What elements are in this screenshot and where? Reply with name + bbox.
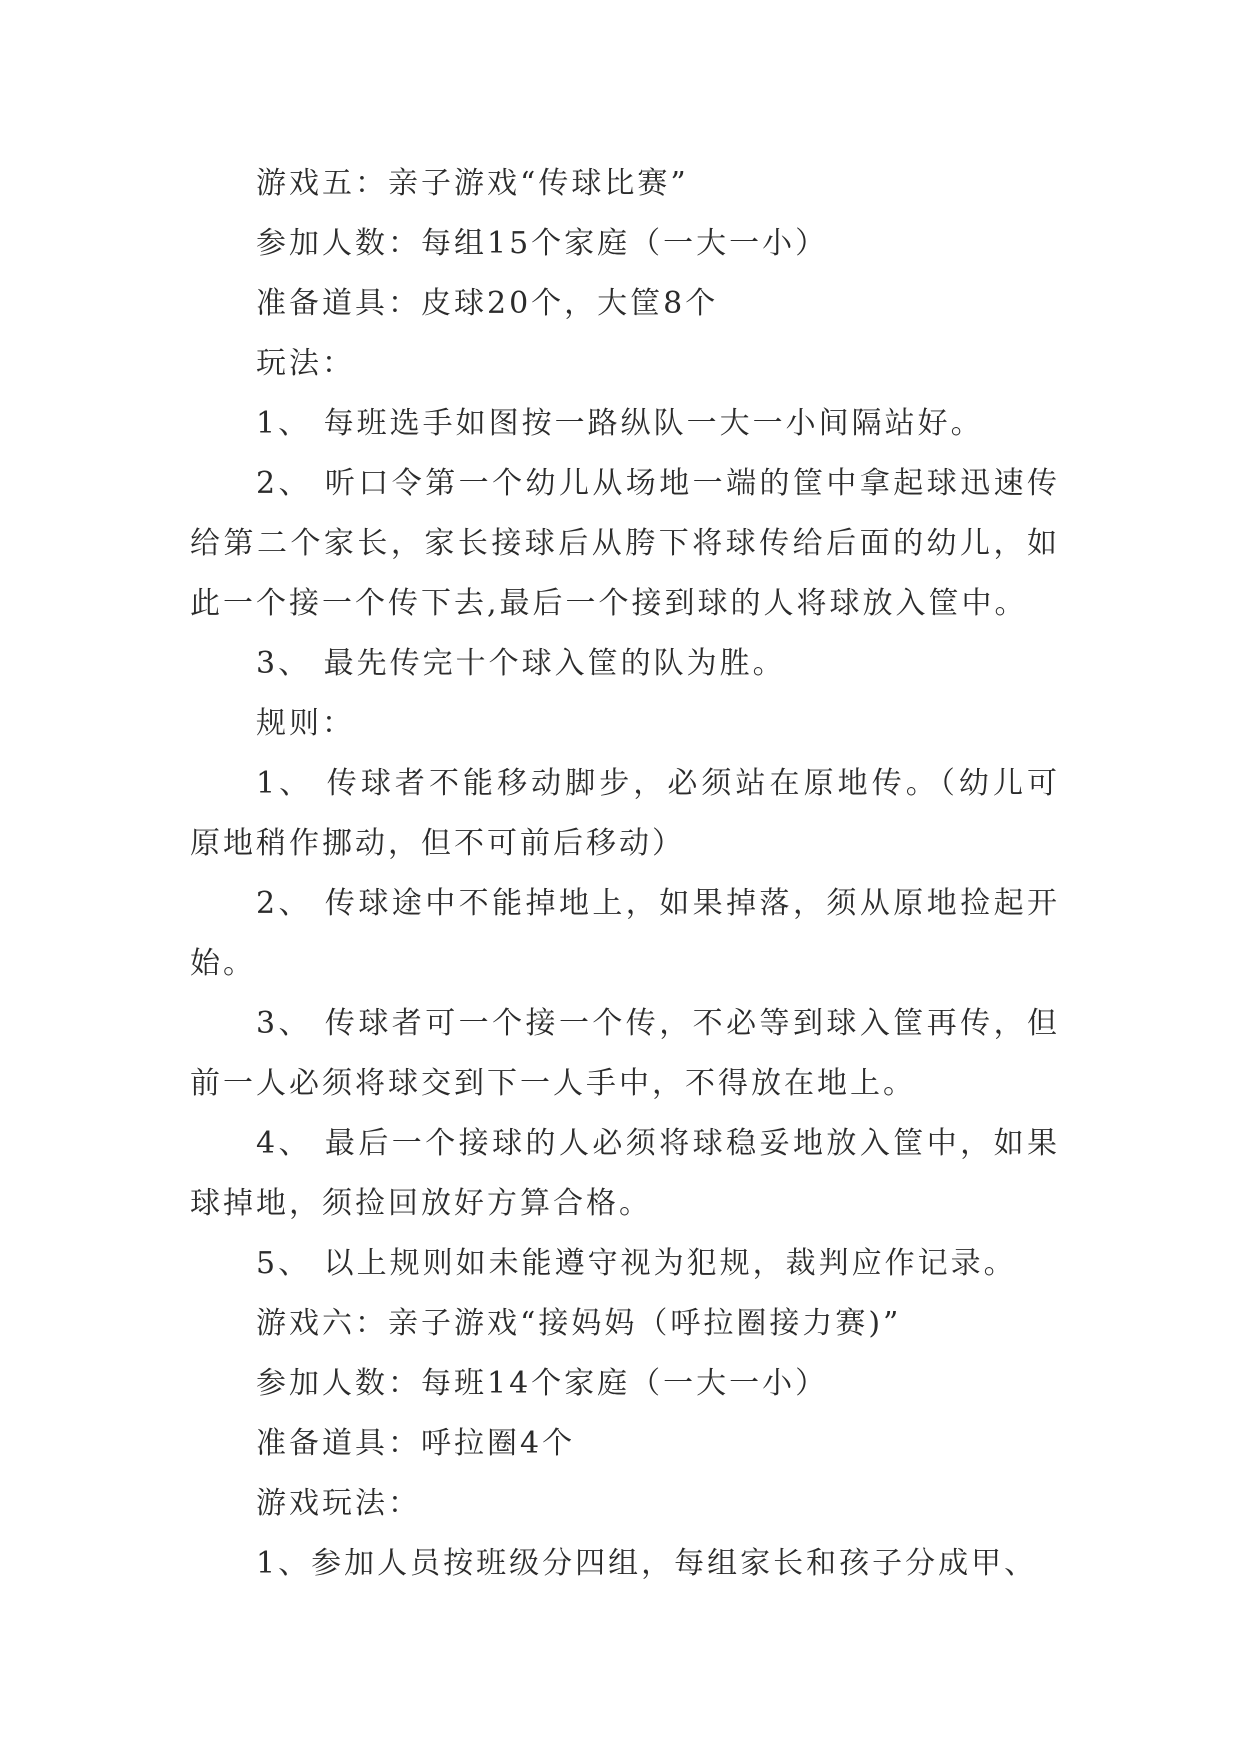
game5-rule-3: 3、 传球者可一个接一个传，不必等到球入筐再传，但前一人必须将球交到下一人手中，不得放在地上。 bbox=[190, 1006, 1060, 1101]
game6-participants: 参加人数：每班14个家庭（一大一小） bbox=[256, 1366, 829, 1401]
game5-method-step-1: 1、 每班选手如图按一路纵队一大一小间隔站好。 bbox=[256, 406, 984, 441]
game5-title: 游戏五：亲子游戏“传球比赛” bbox=[256, 166, 689, 201]
game5-props: 准备道具：皮球20个，大筐8个 bbox=[256, 286, 719, 321]
game5-rule-1: 1、 传球者不能移动脚步，必须站在原地传。（幼儿可原地稍作挪动，但不可前后移动） bbox=[190, 766, 1060, 861]
game5-rule-4: 4、 最后一个接球的人必须将球稳妥地放入筐中，如果球掉地，须捡回放好方算合格。 bbox=[190, 1126, 1060, 1221]
game5-participants: 参加人数：每组15个家庭（一大一小） bbox=[256, 226, 829, 261]
game6-props: 准备道具：呼拉圈4个 bbox=[256, 1426, 576, 1461]
game5-rule-2: 2、 传球途中不能掉地上，如果掉落，须从原地捡起开始。 bbox=[190, 886, 1060, 981]
game5-method-heading: 玩法： bbox=[256, 346, 355, 381]
document-body bbox=[190, 154, 1060, 1594]
game6-title: 游戏六：亲子游戏“接妈妈（呼拉圈接力赛)” bbox=[256, 1306, 902, 1341]
game6-method-heading: 游戏玩法： bbox=[256, 1486, 421, 1521]
game6-method-step-1: 1、参加人员按班级分四组，每组家长和孩子分成甲、 bbox=[256, 1546, 1038, 1581]
game5-method-step-2: 2、 听口令第一个幼儿从场地一端的筐中拿起球迅速传给第二个家长，家长接球后从胯下将球传给后面的幼儿，如此一个接一个传下去,最后一个接到球的人将球放入筐中。 bbox=[190, 466, 1060, 621]
game5-method-step-3: 3、 最先传完十个球入筐的队为胜。 bbox=[256, 646, 786, 681]
game5-rules-heading: 规则： bbox=[256, 706, 355, 741]
game5-rule-5: 5、 以上规则如未能遵守视为犯规，裁判应作记录。 bbox=[256, 1246, 1017, 1281]
